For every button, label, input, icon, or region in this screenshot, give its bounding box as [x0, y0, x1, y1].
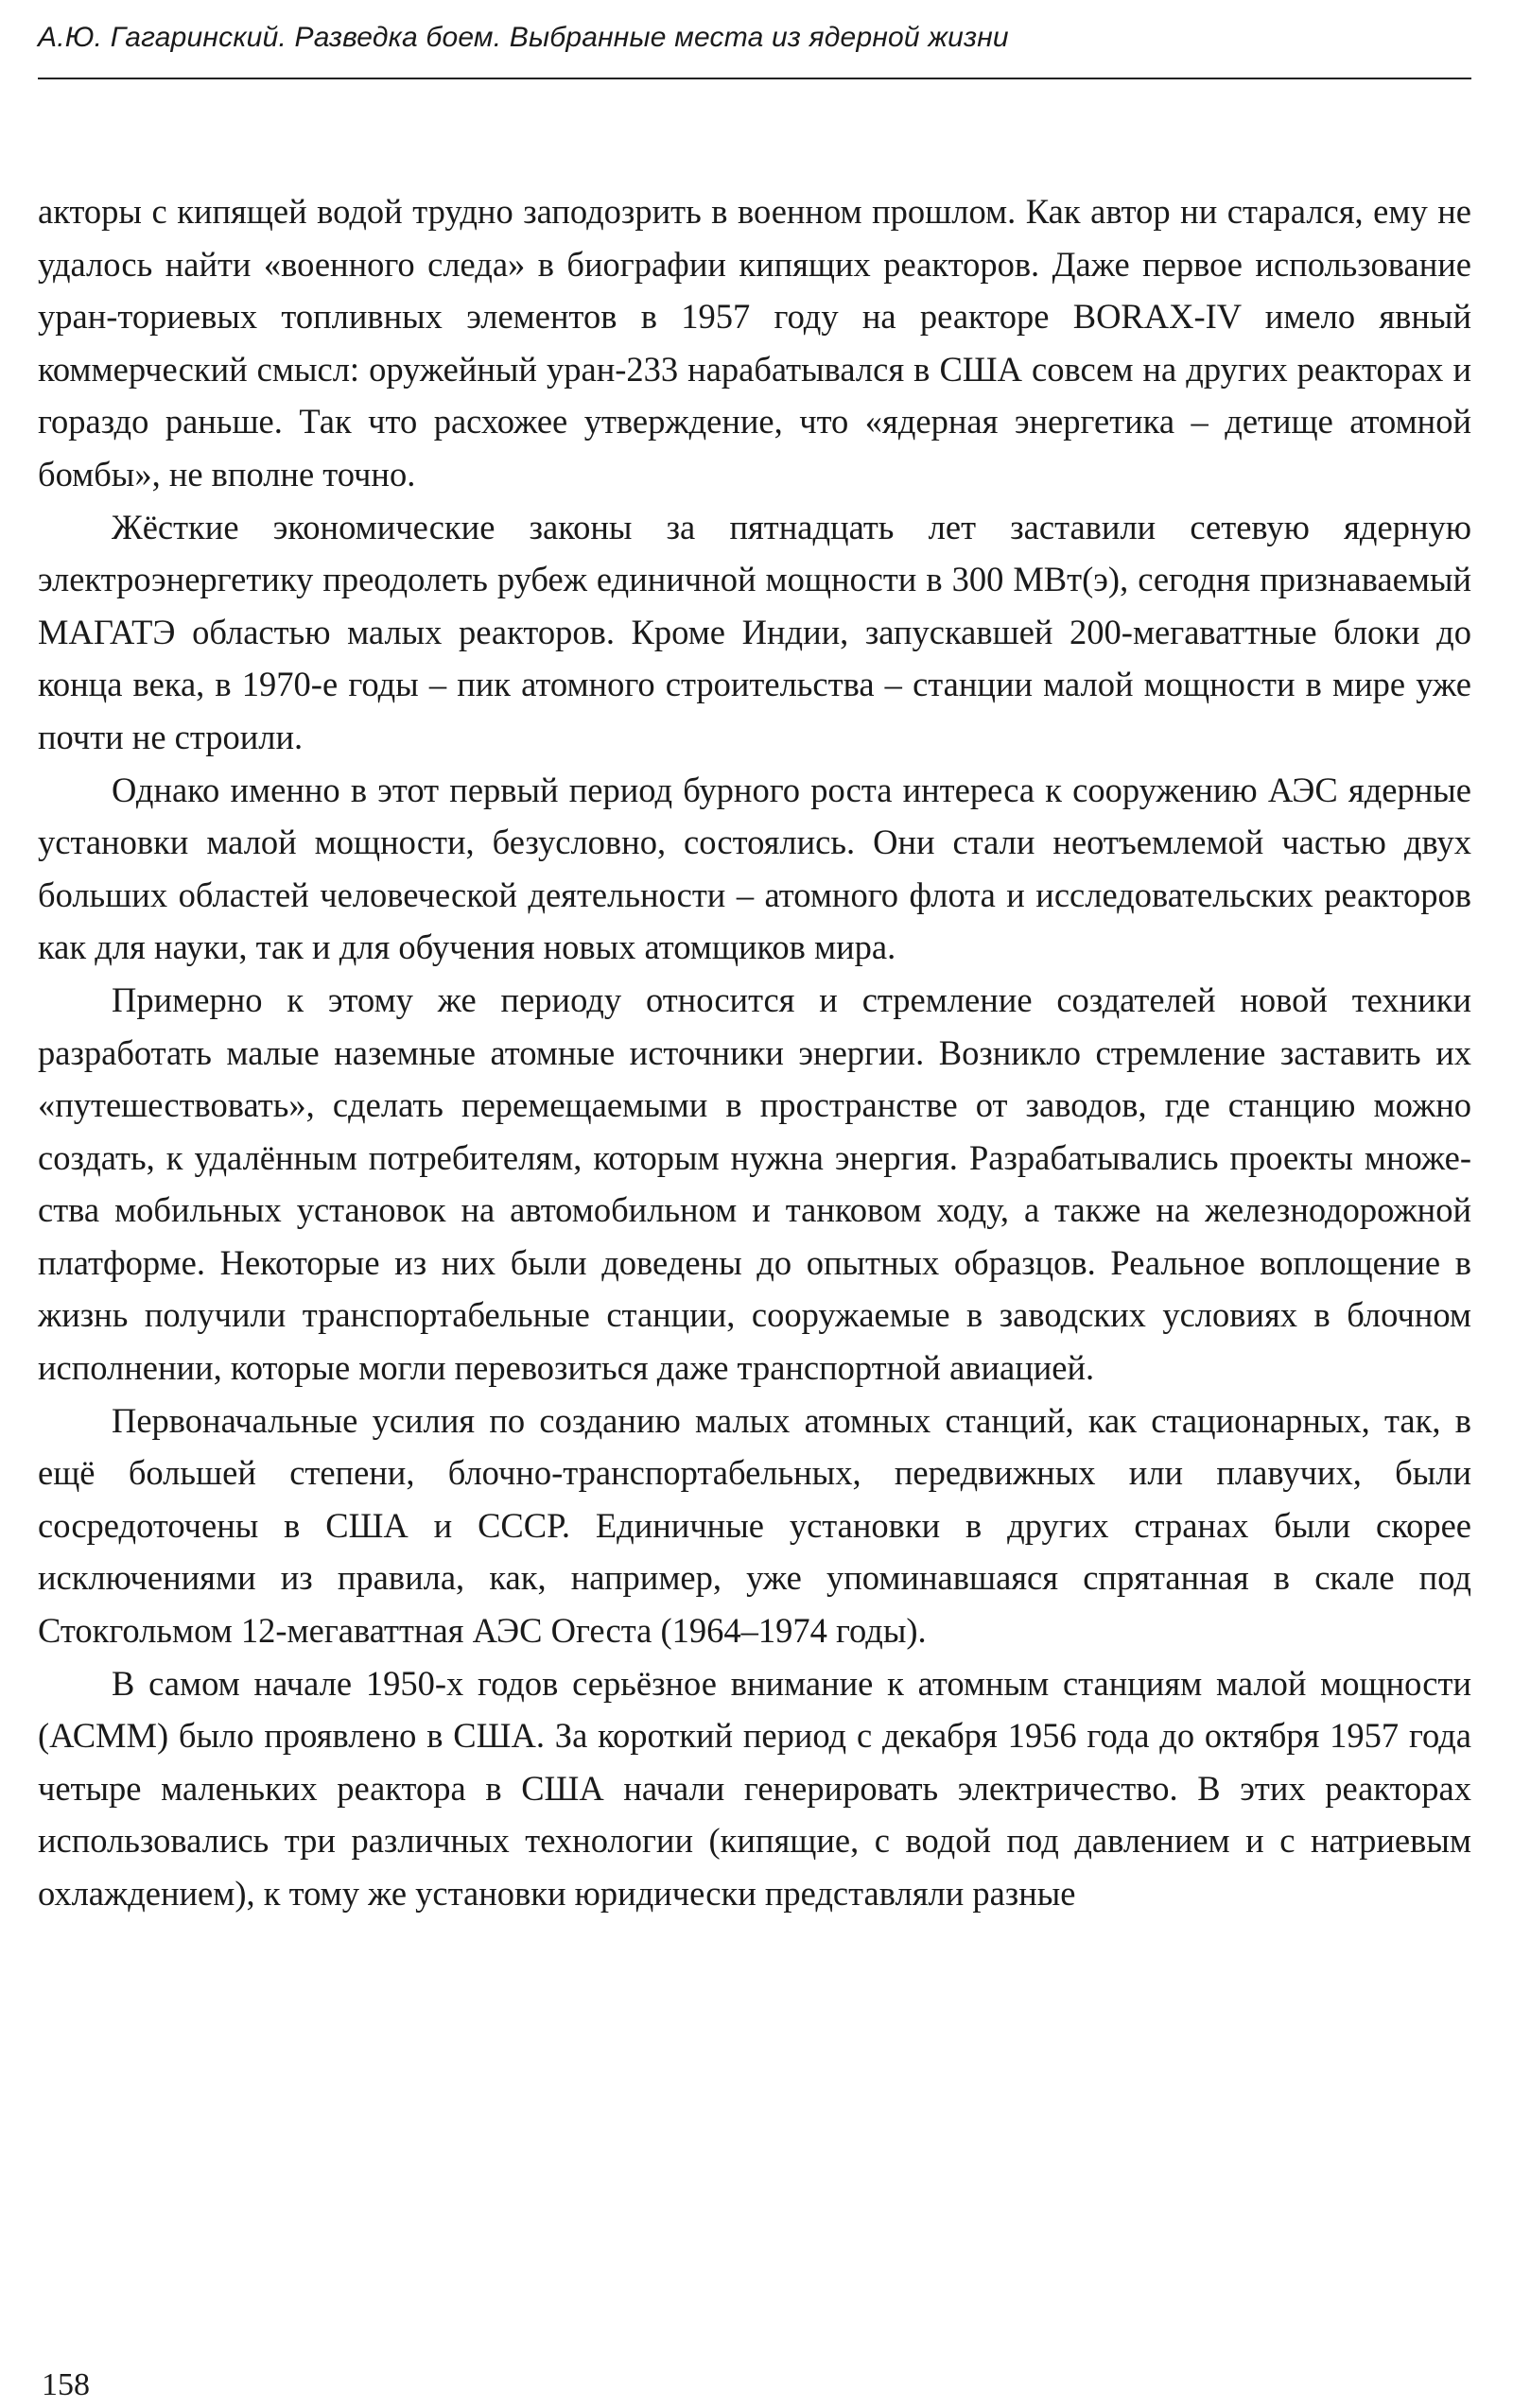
running-title: А.Ю. Гагаринский. Разведка боем. Выбранные места из ядерной жизни: [38, 22, 1009, 53]
main-text: [38, 185, 1471, 2369]
paragraph-6: В самом начале 1950-х годов серьёзное внимание к атомным станциям малой мощности (АСММ) было проявлено в США. За короткий период с декабря 1956 года до октября 1957 года четыре маленьких реактора в США начали генерировать электричество. В этих реакторах использовались три различных технологии (кипящие, с водой под давлением и с натриевым охлаждением), к тому же установки юридически представляли разные: [38, 1663, 1471, 1913]
paragraph-1: акторы с кипящей водой трудно заподозрить в военном прошлом. Как автор ни старался, ему не удалось найти «военного следа» в биографии кипящих реакторов. Даже первое использование уран-ториевых топливных элементов в 1957 году на реакторе BORAX-IV имело явный коммерческий смысл: оружейный уран-233 нарабатывался в США совсем на других реакторах и гораздо раньше. Так что расхожее утверждение, что «ядерная энергетика – детище атомной бомбы», не вполне точно.: [38, 192, 1471, 494]
paragraph-3: Однако именно в этот первый период бурного роста интереса к сооружению АЭС ядерные установки малой мощности, безусловно, состоялись. Они стали неотъемлемой частью двух больших областей человеческой деятельности – атомного флота и исследовательских реакторов как для науки, так и для обучения новых атомщиков мира.: [38, 770, 1471, 967]
page-number: 158: [42, 2367, 90, 2402]
paragraph-2: Жёсткие экономические законы за пятнадцать лет заставили сетевую ядерную электроэнергетику преодолеть рубеж единичной мощности в 300 МВт(э), сегодня признаваемый МАГАТЭ областью малых реакторов. Кроме Индии, запускавшей 200-мегаваттные блоки до конца века, в 1970-е годы – пик атомного строительства – станции малой мощности в мире уже почти не строили.: [38, 507, 1471, 756]
running-header: [38, 19, 1471, 79]
paragraph-4: Примерно к этому же периоду относится и стремление создателей новой техники разработать малые наземные атомные источники энергии. Возникло стремление заставить их «путешествовать», сделать перемещаемыми в пространстве от заводов, где станцию можно создать, к удалённым потребителям, которым нужна энергия. Разрабатывались проекты множества мобильных установок на автомобильном и танковом ходу, а также на железнодорожной платформе. Некоторые из них были доведены до опытных образцов. Реальное воплощение в жизнь получили транспортабельные станции, сооружаемые в заводских условиях в блочном исполнении, которые могли перевозиться даже транспортной авиацией.: [38, 979, 1471, 1388]
paragraph-5: Первоначальные усилия по созданию малых атомных станций, как стационарных, так, в ещё большей степени, блочно-транспортабельных, передвижных или плавучих, были сосредоточены в США и СССР. Единичные установки в других странах были скорее исключениями из правила, как, например, уже упоминавшаяся спрятанная в скале под Стокгольмом 12-мегаваттная АЭС Огеста (1964–1974 годы).: [38, 1400, 1471, 1651]
